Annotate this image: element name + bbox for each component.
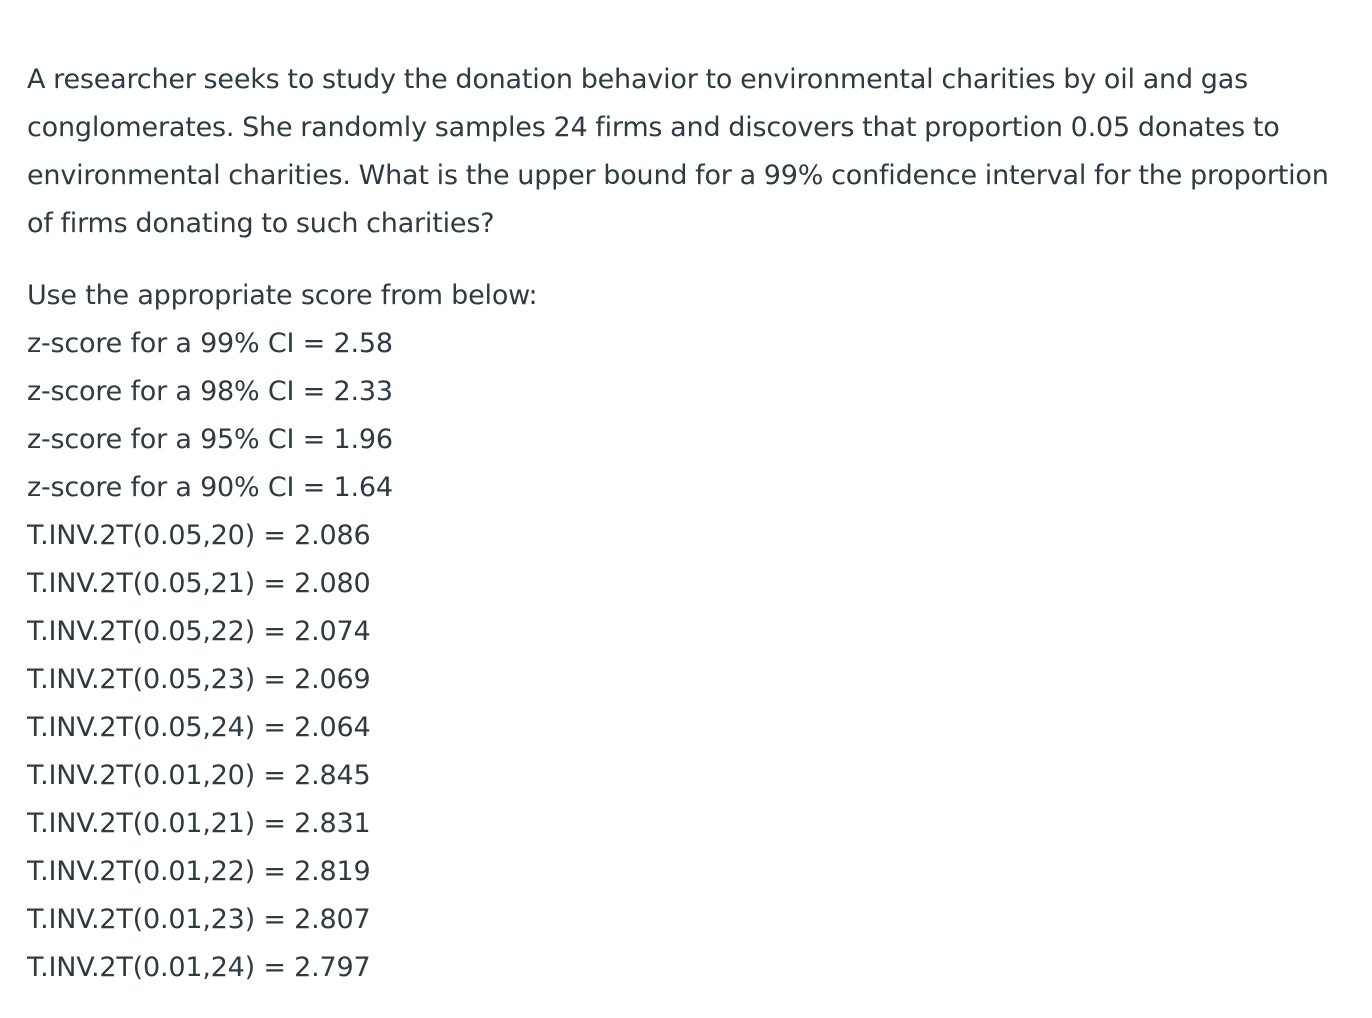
score-line: z-score for a 98% CI = 2.33 xyxy=(27,376,393,407)
score-table xyxy=(27,272,1357,992)
score-line: T.INV.2T(0.01,20) = 2.845 xyxy=(27,760,371,791)
score-line: T.INV.2T(0.05,22) = 2.074 xyxy=(27,616,371,647)
score-line: T.INV.2T(0.05,23) = 2.069 xyxy=(27,664,371,695)
score-line: z-score for a 90% CI = 1.64 xyxy=(27,472,393,503)
score-line: z-score for a 95% CI = 1.96 xyxy=(27,424,393,455)
score-line: T.INV.2T(0.01,23) = 2.807 xyxy=(27,904,371,935)
score-line: T.INV.2T(0.01,22) = 2.819 xyxy=(27,856,371,887)
score-line: T.INV.2T(0.01,24) = 2.797 xyxy=(27,952,371,983)
question-text: A researcher seeks to study the donation behavior to environmental charities by oil and gas conglomerates. She randomly samples 24 firms and discovers that proportion 0.05 donates to environmental charities. What is the upper bound for a 99% confidence interval for the proportion of firms donating to such charities? xyxy=(27,64,1329,239)
score-intro: Use the appropriate score from below: xyxy=(27,280,538,311)
score-line: T.INV.2T(0.05,24) = 2.064 xyxy=(27,712,371,743)
score-line: T.INV.2T(0.05,20) = 2.086 xyxy=(27,520,371,551)
score-line: T.INV.2T(0.01,21) = 2.831 xyxy=(27,808,371,839)
score-line: T.INV.2T(0.05,21) = 2.080 xyxy=(27,568,371,599)
question-content xyxy=(27,56,1357,992)
score-line: z-score for a 99% CI = 2.58 xyxy=(27,328,393,359)
